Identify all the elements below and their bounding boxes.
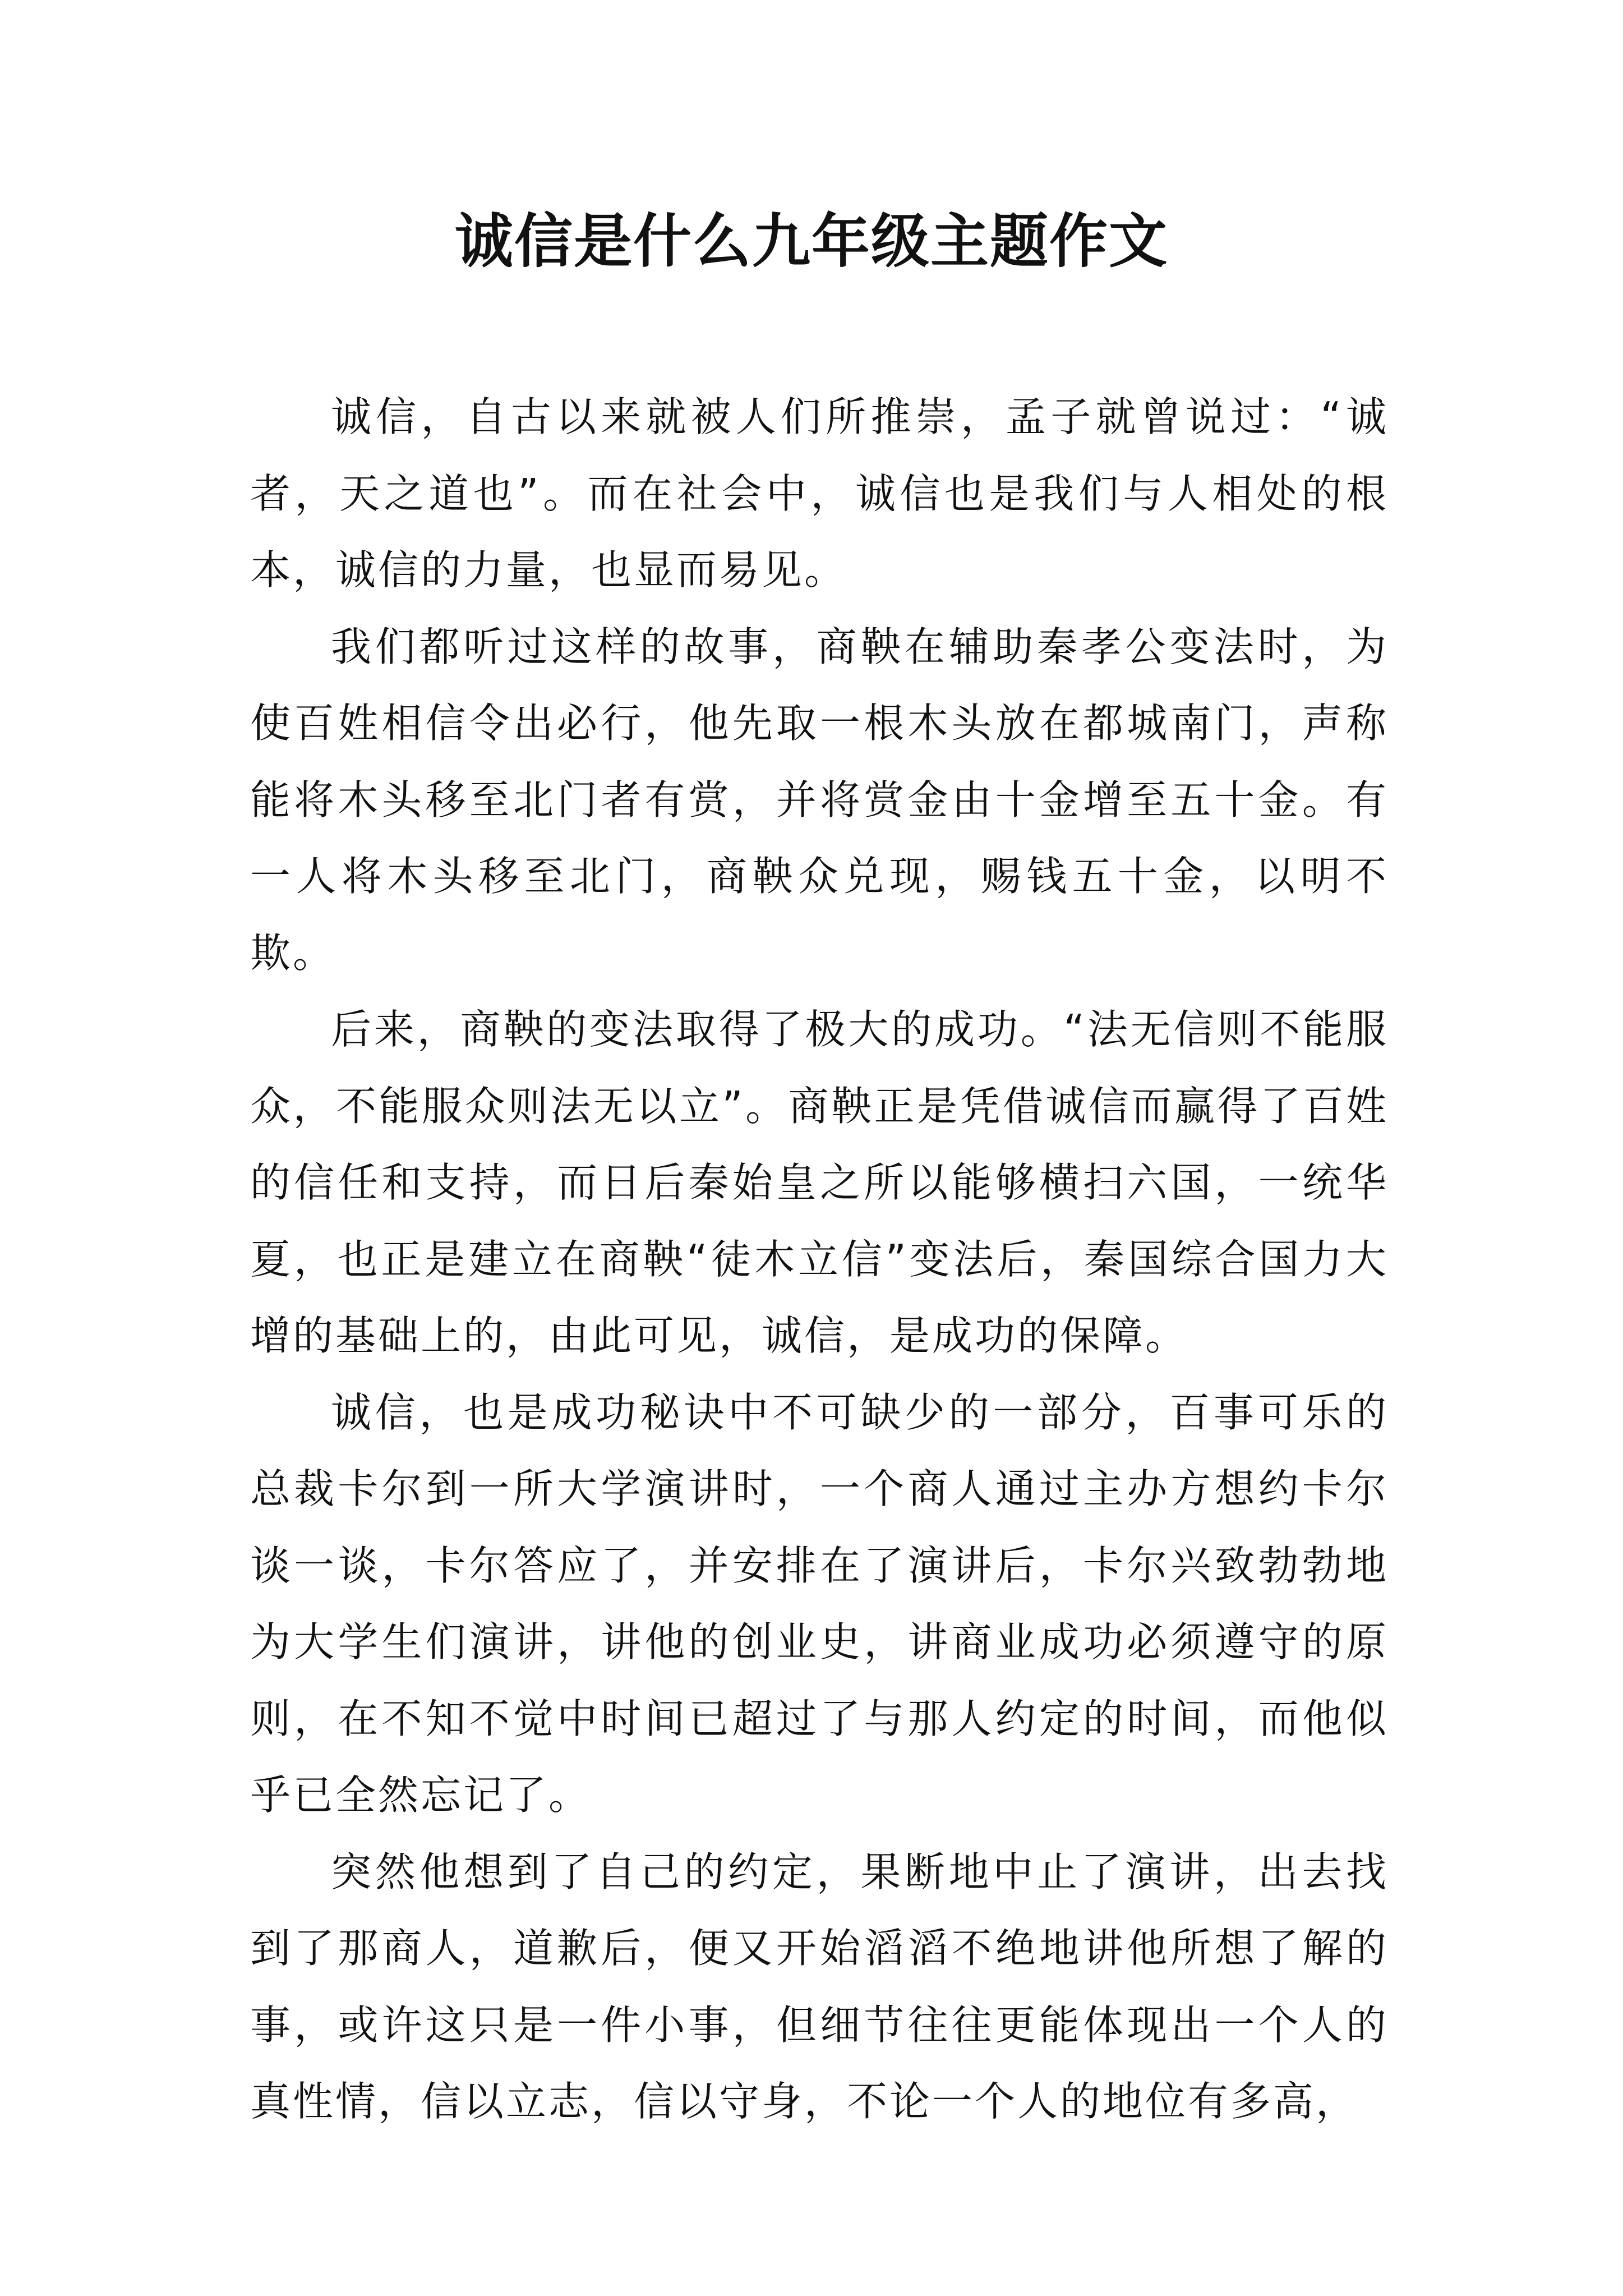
paragraph-2: 我们都听过这样的故事，商鞅在辅助秦孝公变法时，为使百姓相信令出必行，他先取一根木头放在都城南门，声称能将木头移至北门者有赏，并将赏金由十金增至五十金。有一人将木头移至北门，商鞅众兑现，赐钱五十金，以明不欺。 xyxy=(250,623,1389,977)
paragraph-5: 突然他想到了自己的约定，果断地中止了演讲，出去找到了那商人，道歉后，便又开始滔滔不绝地讲他所想了解的事，或许这只是一件小事，但细节往往更能体现出一个人的真性情，信以立志，信以守身，不论一个人的地位有多高， xyxy=(250,1848,1389,2125)
document-body xyxy=(250,379,1389,2140)
document-title: 诚信是什么九年级主题作文 xyxy=(454,206,1168,275)
paragraph-3: 后来，商鞅的变法取得了极大的成功。“法无信则不能服众，不能服众则法无以立”。商鞅正是凭借诚信而赢得了百姓的信任和支持，而日后秦始皇之所以能够横扫六国，一统华夏，也正是建立在商鞅“徒木立信”变法后，秦国综合国力大增的基础上的，由此可见，诚信，是成功的保障。 xyxy=(250,1006,1389,1359)
paragraph-1: 诚信，自古以来就被人们所推崇，孟子就曾说过：“诚者，天之道也”。而在社会中，诚信也是我们与人相处的根本，诚信的力量，也显而易见。 xyxy=(250,393,1389,593)
paragraph-4: 诚信，也是成功秘诀中不可缺少的一部分，百事可乐的总裁卡尔到一所大学演讲时，一个商人通过主办方想约卡尔谈一谈，卡尔答应了，并安排在了演讲后，卡尔兴致勃勃地为大学生们演讲，讲他的创业史，讲商业成功必须遵守的原则，在不知不觉中时间已超过了与那人约定的时间，而他似乎已全然忘记了。 xyxy=(250,1388,1389,1819)
